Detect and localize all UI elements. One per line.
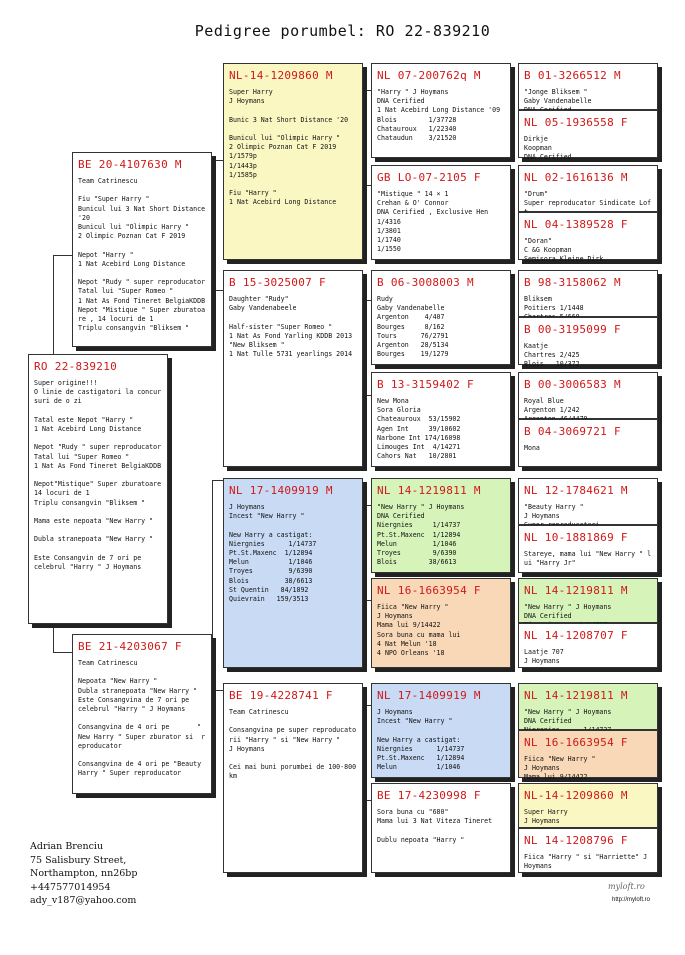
ring-number: B 15-3025007 F xyxy=(229,276,326,289)
box-lines xyxy=(524,237,652,265)
pedigree-box-gen4 xyxy=(518,578,658,623)
box-line: Este Consangvina de 7 ori pe xyxy=(78,695,190,704)
box-line: Limouges Int 4/14271 xyxy=(377,443,461,452)
box-lines xyxy=(377,708,505,772)
box-line: Argenton 1/242 xyxy=(524,406,580,415)
pedigree-box-gen3 xyxy=(371,63,511,158)
ring-number: GB LO-07-2105 F xyxy=(377,171,481,184)
box-line xyxy=(229,313,357,322)
box-line: Bunicul lui "Olimpic Harry " xyxy=(78,223,190,232)
connector-line xyxy=(53,622,54,652)
box-line: Troyes 9/6390 xyxy=(377,549,457,558)
box-line: Quievrain 159/3513 xyxy=(229,595,309,604)
box-line: DNA Cerified xyxy=(524,153,572,162)
pedigree-box-gen4 xyxy=(518,525,658,573)
box-line: Poitiers 1/1448 xyxy=(524,304,584,313)
pedigree-box-gen3 xyxy=(371,372,511,467)
box-lines xyxy=(524,853,652,871)
box-line: 2 Olimpic Poznan Cat F 2019 xyxy=(78,232,186,241)
box-line: 1 Nat Tulle 5731 yearlings 2014 xyxy=(229,350,353,359)
box-line xyxy=(34,526,162,535)
box-line: Rudy xyxy=(377,295,393,303)
owner-name: Adrian Brenciu xyxy=(30,841,104,852)
box-line xyxy=(78,714,206,723)
box-line: Sora Gloria xyxy=(377,406,421,415)
ring-number: NL 04-1389528 F xyxy=(524,218,628,231)
pedigree-box-gen4 xyxy=(518,165,658,212)
ring-number: BE 21-4203067 F xyxy=(78,640,182,653)
box-line: "New Harry " J Hoymans xyxy=(524,708,612,716)
box-line: eproducator xyxy=(78,741,122,750)
box-line: J Hoymans xyxy=(229,503,265,511)
box-line: J Hoymans xyxy=(377,612,413,621)
box-line: "Beauty Harry " xyxy=(524,503,584,511)
pedigree-box-gen4 xyxy=(518,110,658,162)
box-lines xyxy=(524,444,652,453)
owner-contact xyxy=(30,840,137,908)
box-line: Argenton 4/407 xyxy=(377,313,445,322)
box-line: 2 Olimpic Poznan Cat F 2019 xyxy=(229,143,337,152)
pedigree-box-dam xyxy=(72,634,212,794)
box-line: 1/1550 xyxy=(377,245,401,254)
pedigree-box-gen3 xyxy=(371,165,511,260)
box-line: Dubla stranepoata "New Harry " xyxy=(34,535,154,544)
box-line: 1 Nat Acebird Long Distance xyxy=(78,259,186,268)
box-line: Royal Blue xyxy=(524,397,564,405)
box-line: Bourges 19/1279 xyxy=(377,350,449,359)
connector-line xyxy=(212,160,213,290)
box-line: 1/1740 xyxy=(377,236,401,245)
box-line: Koopman xyxy=(524,144,552,153)
box-line: Argenton 28/5134 xyxy=(377,341,449,350)
ring-number: NL 17-1409919 M xyxy=(377,689,481,702)
box-line: Dublu nepoata "Harry " xyxy=(377,835,465,844)
box-line: Agen Int 39/10602 xyxy=(377,424,461,433)
pedigree-box-gen4 xyxy=(518,623,658,668)
box-line: DNA Cerified xyxy=(524,717,572,726)
pedigree-box-sire-dam xyxy=(223,270,363,467)
box-line: Fiica "New Harry " xyxy=(377,603,449,611)
box-line: Semisora Kleine Dirk xyxy=(524,255,604,264)
box-line: 1 Nat Acebird Long Distance xyxy=(34,425,142,434)
box-line: C &G Koopman xyxy=(524,246,572,255)
box-line: Blois 38/6613 xyxy=(377,558,457,567)
box-line: New Harry " Super zburator si r xyxy=(78,732,206,741)
box-line: Dirkje xyxy=(524,135,548,143)
box-line: Tatal lui "Super Romeo " xyxy=(34,452,130,461)
box-line: Chartres 2/425 xyxy=(524,351,580,360)
box-lines xyxy=(34,379,162,572)
box-line: "Mistique " 14 × 1 xyxy=(377,190,449,198)
box-lines xyxy=(524,755,652,783)
box-line: "Doran" xyxy=(524,237,552,245)
box-line: 1/1585p xyxy=(229,170,257,179)
box-line: Niergnies 1/14737 xyxy=(229,539,317,548)
box-line: New Mona xyxy=(377,397,409,405)
box-line: Team Catrinescu xyxy=(78,177,138,185)
box-line: J Hoymans xyxy=(377,708,413,716)
box-lines xyxy=(377,190,505,254)
ring-number: B 98-3158062 M xyxy=(524,276,621,289)
box-line: DNA Cerified xyxy=(377,512,425,521)
pedigree-box-gen4 xyxy=(518,63,658,110)
box-line: 1 Nat Acebird Long Distance xyxy=(229,198,337,207)
pedigree-box-subject xyxy=(28,354,168,624)
box-line: '20 xyxy=(78,213,90,222)
box-line: 1 Nat As Fond Tineret BelgiaKDDB xyxy=(78,296,206,305)
box-lines xyxy=(524,342,652,370)
box-line: Mama este nepoata "New Harry " xyxy=(34,517,154,526)
box-line: celebrul "Harry " J Hoymans xyxy=(78,705,186,714)
ring-number: NL 16-1663954 F xyxy=(377,584,481,597)
box-line: Bliksem xyxy=(524,295,552,303)
box-line: Blois 10/372 xyxy=(524,360,580,369)
pedigree-box-dam-dam xyxy=(223,683,363,873)
pedigree-box-gen4 xyxy=(518,828,658,873)
phone-number: +447577014954 xyxy=(30,881,111,893)
ring-number: NL 07-200762q M xyxy=(377,69,481,82)
ring-number: NL 14-1208796 F xyxy=(524,834,628,847)
ring-number: BE 17-4230998 F xyxy=(377,789,481,802)
ring-number: B 01-3266512 M xyxy=(524,69,621,82)
box-line xyxy=(377,826,505,835)
box-line: DNA Cerified , Exclusive Hen xyxy=(377,208,489,217)
box-lines xyxy=(377,295,505,359)
ring-number: NL-14-1209860 M xyxy=(524,789,628,802)
box-line xyxy=(78,269,206,278)
ring-number: NL 05-1936558 F xyxy=(524,116,628,129)
ring-number: BE 19-4228741 F xyxy=(229,689,333,702)
box-line: J Hoymans xyxy=(524,817,560,826)
box-lines xyxy=(377,503,505,567)
box-line: 1/3801 xyxy=(377,226,401,235)
box-line: Nepoata "New Harry " xyxy=(78,677,158,686)
box-lines xyxy=(524,550,652,568)
box-line xyxy=(34,434,162,443)
box-line: Pt.St.Maxenc 1/12894 xyxy=(229,549,313,558)
ring-number: B 13-3159402 F xyxy=(377,378,474,391)
box-line: J Hoymans xyxy=(229,744,265,753)
ring-number: B 00-3195099 F xyxy=(524,323,621,336)
box-line: DNA Cerified xyxy=(377,97,425,106)
box-lines xyxy=(229,503,357,604)
box-line xyxy=(229,717,357,726)
box-line: rii "Harry " si "New Harry " xyxy=(229,735,341,744)
pedigree-box-gen4 xyxy=(518,372,658,419)
box-line: Bourges 8/162 xyxy=(377,322,445,331)
box-line: "Jonge Bliksem " xyxy=(524,88,588,96)
box-line: Melun 1/1046 xyxy=(377,539,457,548)
box-line: Melun 1/1046 xyxy=(377,763,461,772)
box-line: 4 NPO Orleans '18 xyxy=(377,649,445,658)
box-line: J Hoymans xyxy=(524,657,560,666)
box-line: New Harry a castigat: xyxy=(229,530,313,539)
pedigree-box-gen3 xyxy=(371,478,511,573)
box-line: J Hoymans xyxy=(524,764,560,773)
box-line: Hoymans xyxy=(524,862,552,871)
pedigree-box-gen4 xyxy=(518,783,658,828)
box-line: Cahors Nat 10/2801 xyxy=(377,452,457,461)
box-line: Bunicul lui 3 Nat Short Distance xyxy=(78,204,206,213)
box-lines xyxy=(377,808,505,845)
signature-logo: myloft.ro xyxy=(608,882,645,891)
box-line: Nepot "Rudy " super reproducator xyxy=(78,278,206,287)
box-line xyxy=(34,545,162,554)
box-line: "New Bliksem " xyxy=(229,341,285,350)
ring-number: NL 14-1208707 F xyxy=(524,629,628,642)
box-line: Chataudun 3/21520 xyxy=(377,134,457,143)
box-line: Nepot "Rudy " super reproducator xyxy=(34,443,162,452)
ring-number: NL 02-1616136 M xyxy=(524,171,628,184)
box-line: Consangvina de 4 ori pe " xyxy=(78,723,202,732)
box-line: Super origine!!! xyxy=(34,379,98,387)
box-line: "Drum" xyxy=(524,190,548,198)
box-line: Niergnies 1/14737 xyxy=(377,521,461,530)
box-line: Daughter "Rudy" xyxy=(229,295,289,303)
box-line xyxy=(229,106,357,115)
connector-line xyxy=(212,480,213,690)
box-line: Consangvina de 4 ori pe "Beauty xyxy=(78,760,202,769)
ring-number: NL-14-1209860 M xyxy=(229,69,333,82)
box-line: Laatje 707 xyxy=(524,648,564,656)
box-line: Nepot "Harry " xyxy=(78,250,134,259)
pedigree-box-gen4 xyxy=(518,212,658,264)
box-line: Gaby Vandenabeele xyxy=(229,304,297,313)
connector-line xyxy=(53,255,54,358)
box-line: Dubla stranepoata "New Harry " xyxy=(78,686,198,695)
box-line xyxy=(78,668,206,677)
box-lines xyxy=(524,808,652,826)
address-line: Northampton, nn26bp xyxy=(30,868,138,880)
box-line: Mama lui 9/14422 xyxy=(524,773,588,782)
box-line xyxy=(34,471,162,480)
box-line: Troyes 9/6390 xyxy=(229,567,313,576)
pedigree-box-gen4 xyxy=(518,419,658,467)
box-line: "New Harry " J Hoymans xyxy=(524,603,612,611)
box-line: Gaby Vandenabelle xyxy=(524,97,592,106)
ring-number: NL 10-1881869 F xyxy=(524,531,628,544)
box-line: 1 Nat As Fond Tineret BelgiaKDDB xyxy=(34,461,162,470)
box-lines xyxy=(377,397,505,461)
ring-number: NL 14-1219811 M xyxy=(524,689,628,702)
email-address[interactable]: ady_v187@yahoo.com xyxy=(30,895,137,907)
box-line: 1/1579p xyxy=(229,152,257,161)
pedigree-box-dam-sire xyxy=(223,478,363,668)
box-line: Chatauroux 1/22340 xyxy=(377,124,457,133)
box-lines xyxy=(524,135,652,163)
ring-number: NL 16-1663954 F xyxy=(524,736,628,749)
box-line: Incest "New Harry " xyxy=(229,512,305,521)
box-lines xyxy=(524,648,652,666)
pedigree-box-gen3 xyxy=(371,783,511,873)
box-line: Triplu consangvin "Bliksem " xyxy=(78,324,190,333)
box-line: J Hoymans xyxy=(524,512,560,521)
box-line: Gaby Vandenabelle xyxy=(377,304,445,313)
pedigree-box-gen4 xyxy=(518,683,658,730)
box-lines xyxy=(78,177,206,333)
box-line: Tatal lui "Super Romeo " xyxy=(78,287,174,296)
ring-number: B 04-3069721 F xyxy=(524,425,621,438)
box-line: Tours 76/2791 xyxy=(377,331,449,340)
box-line: Narbone Int 174/16098 xyxy=(377,433,461,442)
pedigree-box-gen3 xyxy=(371,270,511,365)
box-lines xyxy=(229,88,357,208)
box-line: Pt.St.Maxenc 1/12894 xyxy=(377,530,461,539)
box-line: DNA Cerified xyxy=(524,612,572,621)
page-title: Pedigree porumbel: RO 22-839210 xyxy=(194,22,491,40)
pedigree-box-gen4 xyxy=(518,270,658,317)
ring-number: B 00-3006583 M xyxy=(524,378,621,391)
box-line: celebrul "Harry " J Hoymans xyxy=(34,563,142,572)
pedigree-box-gen4 xyxy=(518,478,658,525)
box-line: Fiica "Harry " si "Harriette" J xyxy=(524,853,648,861)
box-line: 1/4316 xyxy=(377,217,401,226)
box-lines xyxy=(377,603,505,658)
pedigree-box-sire-sire xyxy=(223,63,363,260)
box-line xyxy=(78,751,206,760)
pedigree-box-gen4 xyxy=(518,730,658,782)
box-line: Nepot "Mistique " Super zburatoa xyxy=(78,305,206,314)
box-line: Super Harry xyxy=(229,88,273,96)
ring-number: RO 22-839210 xyxy=(34,360,118,373)
box-line: Cei mai buni porumbei de 100-800 xyxy=(229,763,357,772)
pedigree-box-gen3 xyxy=(371,683,511,778)
box-line xyxy=(377,726,505,735)
box-lines xyxy=(229,708,357,782)
box-line xyxy=(34,407,162,416)
box-line xyxy=(78,186,206,195)
connector-line xyxy=(53,652,73,653)
box-line: St Quentin 84/1892 xyxy=(229,585,309,594)
box-line xyxy=(229,180,357,189)
box-line: Fiica "New Harry " xyxy=(524,755,596,763)
box-line: Pt.St.Maxenc 1/12894 xyxy=(377,754,465,763)
box-line: Chateauroux 53/15902 xyxy=(377,415,461,424)
box-line: Sora buna cu "680" xyxy=(377,808,449,816)
pedigree-box-gen4 xyxy=(518,317,658,369)
box-line: re , 14 locuri de 1 xyxy=(78,315,154,324)
box-line: Triplu consangvin "Bliksem " xyxy=(34,498,146,507)
box-line xyxy=(34,508,162,517)
box-line: Nepot"Mistique" Super zburatoare xyxy=(34,480,162,489)
box-line: km xyxy=(229,772,237,781)
box-line: Kaatje xyxy=(524,342,548,350)
box-line: Bunicul lui "Olimpic Harry " xyxy=(229,134,341,143)
box-line: "New Harry " J Hoymans xyxy=(377,503,465,511)
footer-url[interactable]: http://myloft.ro xyxy=(612,897,651,903)
pedigree-box-sire xyxy=(72,152,212,347)
pedigree-box-gen3 xyxy=(371,578,511,668)
box-line: Super reproducator Sindicate Lof xyxy=(524,199,652,208)
box-line: 14 locuri de 1 xyxy=(34,489,90,498)
connector-line xyxy=(53,255,73,256)
box-line xyxy=(229,754,357,763)
box-line: Half-sister "Super Romeo " xyxy=(229,322,333,331)
box-line: J Hoymans xyxy=(229,97,265,106)
ring-number: NL 14-1219811 M xyxy=(377,484,481,497)
box-line: Incest "New Harry " xyxy=(377,717,453,726)
box-line xyxy=(78,241,206,250)
box-line: Stareye, mama lui "New Harry " l xyxy=(524,550,652,558)
box-lines xyxy=(78,659,206,779)
box-line: Super Harry xyxy=(524,808,568,816)
ring-number: NL 14-1219811 M xyxy=(524,584,628,597)
ring-number: NL 17-1409919 M xyxy=(229,484,333,497)
box-line: Sora buna cu mama lui xyxy=(377,630,461,639)
box-line: "Harry " J Hoymans xyxy=(377,88,449,96)
box-line: Fiu "Harry " xyxy=(229,189,277,198)
box-line xyxy=(229,125,357,134)
box-line: Harry " Super reproducator xyxy=(78,769,182,778)
box-line: Blois 38/6613 xyxy=(229,576,313,585)
box-line: Consangvina pe super reproducato xyxy=(229,726,357,735)
box-line: 1 Nat Acebird Long Distance '09 xyxy=(377,106,501,115)
ring-number: BE 20-4107630 M xyxy=(78,158,182,171)
box-lines xyxy=(229,295,357,359)
box-line: ui "Harry Jr" xyxy=(524,559,576,568)
address-line: 75 Salisbury Street, xyxy=(30,854,127,866)
box-line: Melun 1/1046 xyxy=(229,558,313,567)
box-lines xyxy=(377,88,505,143)
box-line: 1/1443p xyxy=(229,161,257,170)
box-line: suri de o zi xyxy=(34,397,82,406)
box-line: Crehan & O' Connor xyxy=(377,199,449,208)
box-line: Fiu "Super Harry " xyxy=(78,195,150,204)
box-line: Tatal este Nepot "Harry " xyxy=(34,415,134,424)
box-line: New Harry a castigat: xyxy=(377,735,461,744)
ring-number: NL 12-1784621 M xyxy=(524,484,628,497)
box-line: Bunic 3 Nat Short Distance '20 xyxy=(229,115,349,124)
box-line: Mama lui 3 Nat Viteza Tineret xyxy=(377,817,493,826)
box-line: 1 Nat As Fond Yarling KDDB 2013 xyxy=(229,331,353,340)
box-line: 4 Nat Melun '18 xyxy=(377,639,437,648)
box-line xyxy=(229,521,357,530)
box-line: Team Catrinescu xyxy=(229,708,289,716)
box-line: O linie de castigatori la concur xyxy=(34,388,162,397)
box-line: Niergnies 1/14737 xyxy=(377,744,465,753)
box-line: Blois 1/37728 xyxy=(377,115,457,124)
box-line: Este Consangvin de 7 ori pe xyxy=(34,553,142,562)
box-line: Team Catrinescu xyxy=(78,659,138,667)
ring-number: B 06-3008003 M xyxy=(377,276,474,289)
box-line: Mona xyxy=(524,444,540,452)
box-line: Mama lui 9/14422 xyxy=(377,621,441,630)
